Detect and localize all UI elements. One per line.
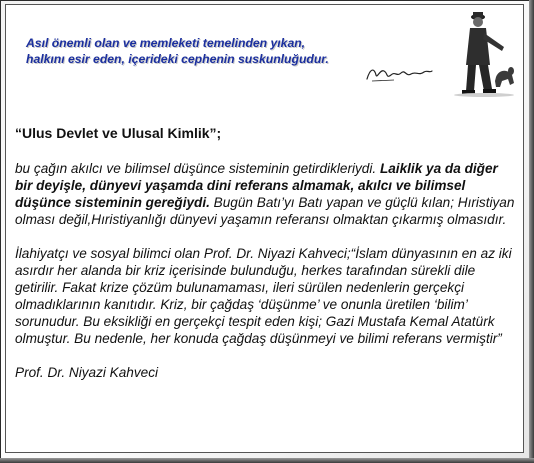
article-body <box>15 125 515 381</box>
frame-shadow-right <box>529 0 534 463</box>
paragraph-kahveci-quote: İlahiyatçı ve sosyal bilimci olan Prof. Dr. Niyazi Kahveci;“İslam dünyasının en az iki asırdır her alanda bir kriz içerisinde bulunduğu, herkes tarafından sürekli dile getirilir. Fakat krize çözüm bulunamaması, ileri sürülen nedenlerin gerçekçi olmadıklarının kanıtıdır. Kriz, bir çağdaş ‘düşünme’ ve onunla üretilen ‘bilim’ sorunudur. Bu eksikliği en gerçekçi tespit eden kişi; Gazi Mustafa Kemal Atatürk olmuştur. Bu nedenle, her konuda çağdaş düşünmeyi ve bilimi referans vermiştir” <box>15 246 512 346</box>
ataturk-quote <box>26 35 386 67</box>
paragraph-1-text: bu çağın akılcı ve bilimsel düşünce sisteminin getirdikleriydi. <box>15 161 380 176</box>
signature-image <box>364 61 434 85</box>
author-name: Prof. Dr. Niyazi Kahveci <box>15 365 159 380</box>
quote-banner <box>6 5 523 101</box>
ataturk-photo <box>446 7 518 99</box>
article-heading: “Ulus Devlet ve Ulusal Kimlik”; <box>15 125 222 141</box>
paragraph-1-bold: Laiklik ya da diğer bir deyişle, dünyevi yaşamda dini referans almamak, akılcı ve bilimsel düşünce sisteminin gereğiydi. <box>15 161 498 210</box>
paragraph-laiklik <box>15 160 515 228</box>
frame-shadow-bottom <box>0 458 534 463</box>
quote-line-2: halkını esir eden, içerideki cephenin suskunluğudur. <box>26 52 329 66</box>
quote-line-1: Asıl önemli olan ve memleketi temelinden yıkan, <box>26 36 306 50</box>
slide-card <box>5 4 524 453</box>
paragraph-1-tail: Bugün Batı’yı Batı yapan ve güçlü kılan; Hıristiyan olması değil,Hıristiyanlığı dünyevi yaşamın referansı olmaktan çıkarmış olmasıdır. <box>15 195 515 227</box>
